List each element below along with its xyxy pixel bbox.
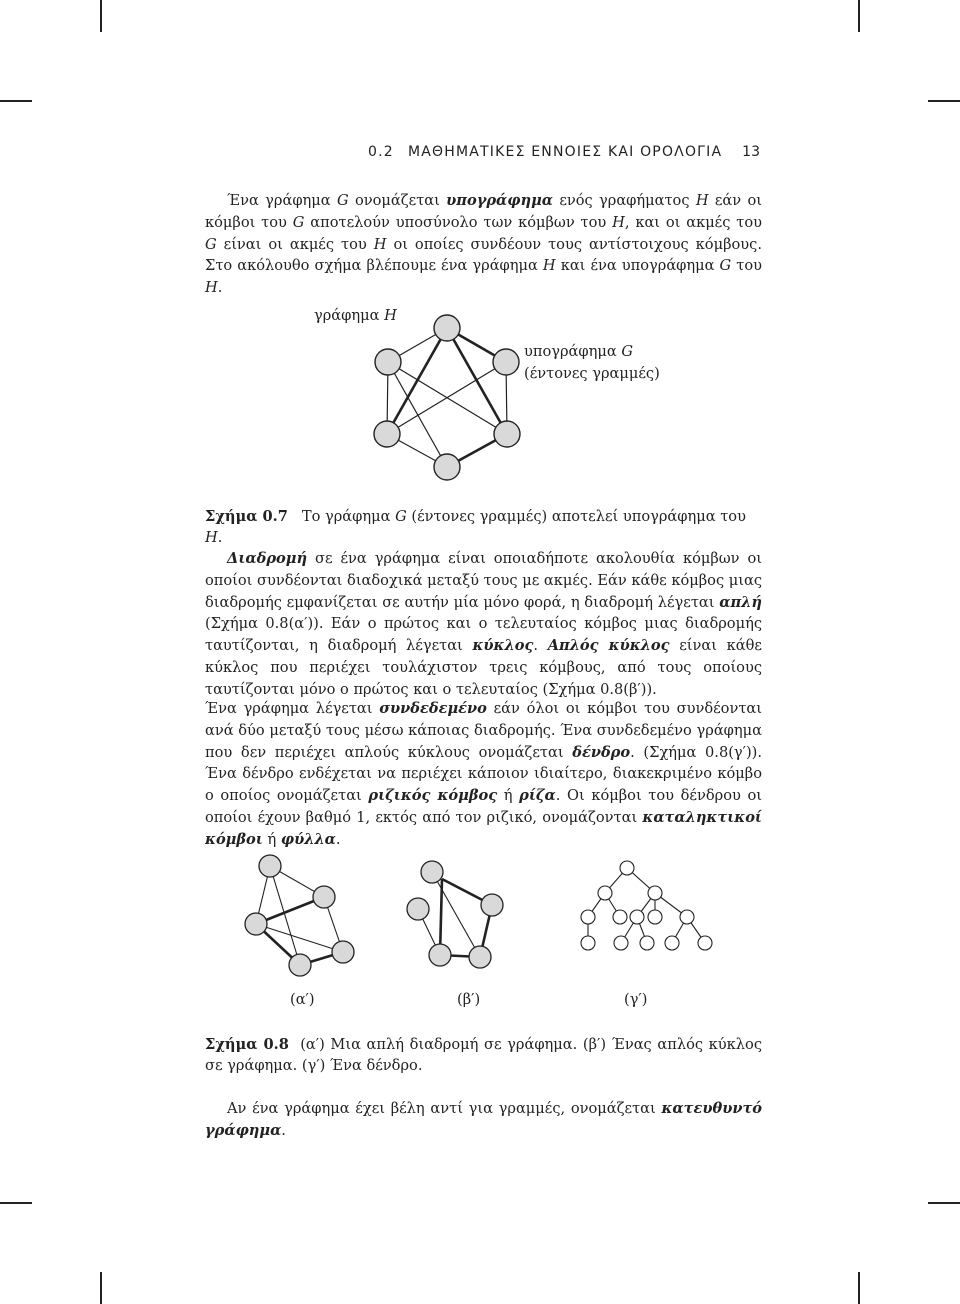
tree-node [648,886,662,900]
figure-0-8-caption: Σχήμα 0.8 (α′) Μια απλή διαδρομή σε γράφημα. (β′) Ένας απλός κύκλος σε γράφημα. (γ′) Ένα δένδρο. [205,1036,762,1074]
term-simple-cycle: Απλός κύκλος [547,637,670,655]
figure-0-7-caption: Σχήμα 0.7 Το γράφημα G (έντονες γραμμές) αποτελεί υπογράφημα του H. [205,508,746,546]
subfigure-label-a: (α′) [290,991,315,1008]
graph-node [493,349,519,375]
tree-node [598,886,612,900]
graph-node [332,941,354,963]
graph-c [588,868,705,943]
term-cycle: κύκλος [472,637,534,655]
graph-node [313,886,335,908]
term-directed-graph: κατευθυντό γράφημα [205,1100,762,1139]
crop-mark [928,1202,960,1204]
tree-node [698,936,712,950]
tree-node [581,910,595,924]
term-terminal-nodes: καταληκτικοί κόμβοι [205,808,762,848]
tree-node [613,910,627,924]
directed-paragraph: Αν ένα γράφημα έχει βέλη αντί για γραμμές, ονομάζεται κατευθυντό γράφημα. [205,1100,762,1139]
crop-mark [0,100,32,102]
crop-mark [100,1272,102,1304]
graph-node [259,855,281,877]
graph-a [256,866,343,965]
graph-b [418,872,492,957]
graph-node [289,954,311,976]
figure-graph-label: γράφημα H [314,307,397,324]
tree-node [680,910,694,924]
term-path: Διαδρομή [227,550,308,567]
graph-node [407,898,429,920]
running-header [368,144,760,160]
graph-node [481,894,503,916]
figure-bold-note: (έντονες γραμμές) [524,365,660,382]
tree-node [640,936,654,950]
graph-node [421,861,443,883]
subfigure-label-b: (β′) [457,991,481,1008]
crop-mark [928,100,960,102]
crop-mark [0,1202,32,1204]
intro-paragraph: Ένα γράφημα G ονομάζεται υπογράφημα ενός γραφήματος H εάν οι κόμβοι του G αποτελούν υποσύνολο των κόμβων του H, και οι ακμές του G είναι οι ακμές του H οι οποίες συνδέουν τους αντίστοιχους κόμβους. Στο ακόλουθο σχήμα βλέπουμε ένα γράφημα H και ένα υπογράφημα G του H. [205,192,763,297]
tree-node [614,936,628,950]
graph-node [434,315,460,341]
section-number: 0.2 [368,144,394,160]
crop-mark [858,1272,860,1304]
tree-node [665,936,679,950]
crop-mark [100,0,102,32]
graph-node [245,913,267,935]
term-root-node: ριζικός κόμβος [368,787,498,805]
crop-mark [858,0,860,32]
tree-node [630,910,644,924]
graph-node [429,944,451,966]
term-tree: δένδρο [572,743,631,761]
term-leaves: φύλλα [280,830,336,848]
page-number: 13 [742,144,760,160]
figure-subgraph-label: υπογράφημα G [524,343,634,360]
term-connected: συνδεδεμένο [379,700,487,717]
graph-node [434,454,460,480]
tree-node [581,936,595,950]
paths-paragraph: Διαδρομή σε ένα γράφημα είναι οποιαδήποτε ακολουθία κόμβων οι οποίοι συνδέονται διαδοχικά μεταξύ τους με ακμές. Εάν κάθε κόμβος μιας διαδρομής εμφανίζεται σε αυτήν μία μόνο φορά, η διαδρομή λέγεται απλή (Σχήμα 0.8(α′)). Εάν ο πρώτος και ο τελευταίος κόμβος μιας διαδρομής ταυτίζονται, η διαδρομή λέγεται κύκλος. Απλός κύκλος είναι κάθε κύκλος που περιέχει τουλάχιστον τρεις κόμβους, από τους οποίους ταυτίζονται μόνο ο πρώτος και ο τελευταίος (Σχήμα 0.8(β′)). [205,550,763,698]
subfigure-label-c: (γ′) [624,991,648,1008]
graph-node [469,946,491,968]
term-root: ρίζα [519,787,556,805]
tree-node [648,910,662,924]
graph-node [494,421,520,447]
term-subgraph: υπογράφημα [446,192,553,209]
graph-node [375,349,401,375]
tree-node [620,861,634,875]
graph-node [374,421,400,447]
term-simple: απλή [719,593,762,611]
trees-paragraph: Ένα γράφημα λέγεται συνδεδεμένο εάν όλοι οι κόμβοι του συνδέονται ανά δύο μεταξύ τους μέσω κάποιας διαδρομής. Ένα συνδεδεμένο γράφημα που δεν περιέχει απλούς κύκλους ονομάζεται δένδρο. (Σχήμα 0.8(γ′)). Ένα δένδρο ενδέχεται να περιέχει κάποιον ιδιαίτερο, διακεκριμένο κόμβο ο οποίος ονομάζεται ριζικός κόμβος ή ρίζα. Οι κόμβοι του δένδρου οι οποίοι έχουν βαθμό 1, εκτός από τον ριζικό, ονομάζονται καταληκτικοί κόμβοι ή φύλλα. [205,700,763,848]
section-title: ΜΑΘΗΜΑΤΙΚΕΣ ΕΝΝΟΙΕΣ ΚΑΙ ΟΡΟΛΟΓΙΑ [408,144,723,160]
